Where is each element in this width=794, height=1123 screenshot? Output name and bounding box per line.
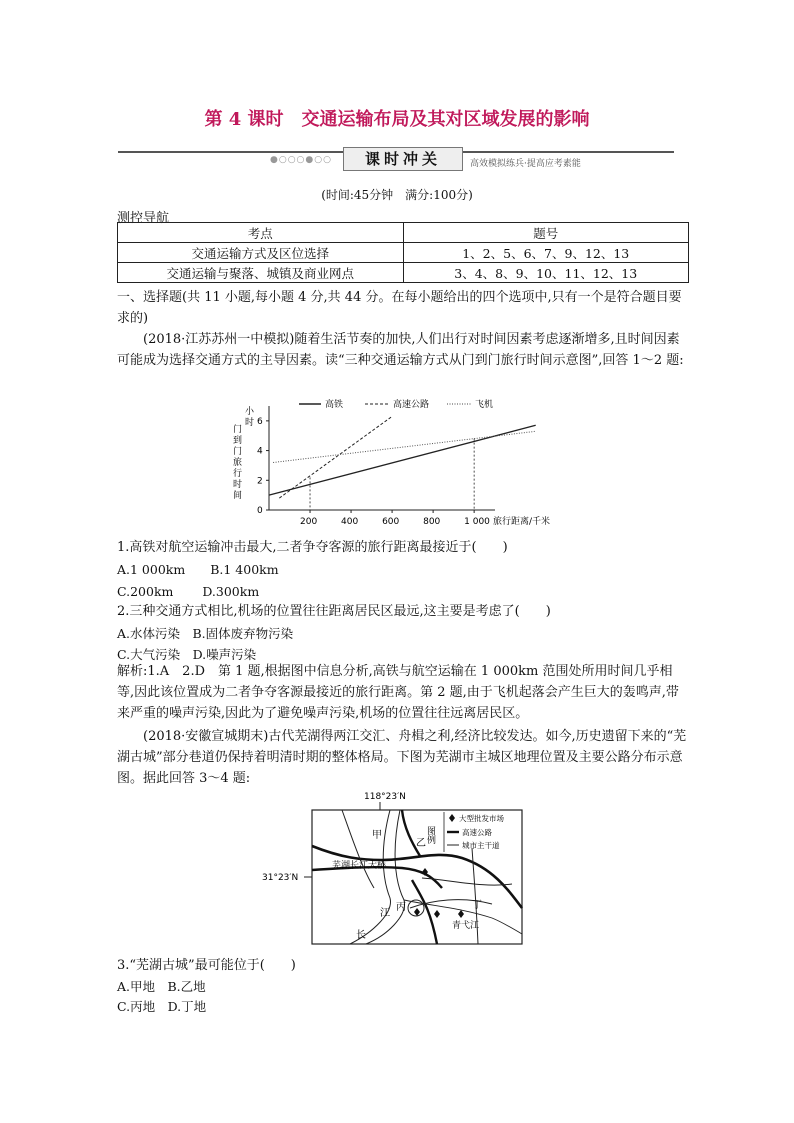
banner-subtitle: 高效模拟练兵·提高应考素能: [470, 159, 581, 169]
table-cell: 交通运输方式及区位选择: [118, 243, 404, 263]
banner-label: 课时冲关: [343, 147, 463, 171]
analysis: 解析:1.A 2.D 第 1 题,根据图中信息分析,高铁与航空运输在 1 000km 范围处所用时间几乎相等,因此该位置成为二者争夺客源最接近的旅行距离。第 2 题,由于飞机起落会产生巨大的轰鸣声,带来严重的噪声污染,因此为了避免噪声污染,机场的位置往往远离居民区。: [117, 664, 679, 721]
y-tick-label: 2: [257, 476, 263, 487]
table-cell: 1、2、5、6、7、9、12、13: [403, 243, 689, 263]
y-label-char: 门: [233, 425, 243, 435]
longitude-label: 118°23′N: [364, 792, 406, 802]
section-banner: [118, 145, 674, 173]
market-marker: [434, 910, 440, 918]
yangtze-river-west-bank: [350, 810, 390, 944]
y-tick-label: 4: [257, 446, 263, 457]
y-label-char: 行: [233, 469, 243, 479]
question-2-options-a: A.水体污染 B.固体废弃物污染: [117, 626, 294, 641]
question-1-options-b: C.200km D.300km: [117, 584, 260, 599]
x-tick-label: 800: [423, 517, 441, 527]
highway: [312, 846, 522, 908]
y-axis-label: [233, 405, 255, 501]
map-legend: [425, 812, 504, 852]
banner-dots: ●○○○●○○: [270, 155, 332, 165]
x-ticks: [300, 510, 490, 527]
nav-title: 测控导航: [117, 211, 170, 226]
market-marker: [414, 908, 420, 916]
legend-item-rail: 高铁: [325, 400, 344, 410]
highway: [402, 810, 420, 856]
legend-road: 城市主干道: [462, 841, 500, 850]
legend: [299, 398, 493, 410]
question-2-options-b: C.大气污染 D.噪声污染: [117, 647, 257, 662]
place-bing: 丙: [396, 902, 406, 913]
market-marker: [458, 910, 464, 918]
place-yi: 乙: [416, 838, 426, 849]
guide-lines: [310, 439, 474, 510]
table-cell: 交通运输与聚落、城镇及商业网点: [118, 263, 404, 283]
y-label-char: 到: [233, 436, 243, 446]
legend-market: 大型批发市场: [459, 814, 504, 823]
question-1: 1.高铁对航空运输冲击最大,二者争夺客源的旅行距离最接近于( ): [117, 540, 508, 555]
x-axis-label: 旅行距离/千米: [493, 517, 551, 527]
table-row: [118, 243, 689, 263]
table-header-cell: 考点: [118, 223, 404, 243]
y-tick-label: 6: [257, 416, 263, 427]
y-tick-label: 0: [257, 506, 263, 516]
question-3-options-a: A.甲地 B.乙地: [117, 979, 206, 994]
y-label-char: 小: [245, 407, 255, 417]
question-2: 2.三种交通方式相比,机场的位置往往距离居民区最远,这主要是考虑了( ): [117, 604, 551, 619]
legend-title: 图例: [425, 826, 435, 844]
legend-item-air: 飞机: [475, 400, 494, 410]
river-label-qingyi: 青弋江: [452, 921, 480, 931]
river-label-jiang: 江: [380, 908, 390, 919]
travel-time-chart: [225, 392, 585, 530]
y-ticks: [257, 417, 269, 516]
latitude-label: 31°23′N: [262, 873, 299, 883]
x-tick-label: 600: [382, 517, 400, 527]
x-tick-label: 1 000: [464, 517, 490, 527]
river-label-chang: 长: [356, 930, 366, 941]
legend-market-icon: [449, 814, 455, 822]
passage-1: (2018·江苏苏州一中模拟)随着生活节奏的加快,人们出行对时间因素考虑逐渐增多,且时间因素可能成为选择交通方式的主导因素。读“三种交通运输方式从门到门旅行时间示意图”,回答 1～2 题:: [117, 332, 684, 368]
passage-2: (2018·安徽宣城期末)古代芜湖得两江交汇、舟楫之利,经济比较发达。如今,历史遗留下来的“芜湖古城”部分巷道仍保持着明清时期的整体格局。下图为芜湖市主城区地理位置及主要公路分布示意图。据此回答 3～4 题:: [117, 729, 687, 786]
y-label-char: 时: [245, 418, 255, 428]
series-line-1: [269, 425, 536, 495]
y-label-char: 间: [233, 491, 243, 501]
table-cell: 3、4、8、9、10、11、12、13: [403, 263, 689, 283]
series-lines: [269, 416, 536, 498]
bridge-label: 芜湖长江大桥: [332, 861, 387, 871]
question-3: 3.“芜湖古城”最可能位于( ): [117, 958, 296, 973]
y-label-char: 旅: [233, 458, 243, 468]
section-intro: 一、选择题(共 11 小题,每小题 4 分,共 44 分。在每小题给出的四个选项中,只有一个是符合题目要求的): [117, 290, 682, 326]
question-1-options-a: A.1 000km B.1 400km: [117, 562, 279, 577]
main-road: [342, 810, 374, 888]
y-label-char: 时: [233, 480, 243, 490]
table-header-row: [118, 223, 689, 243]
place-ding: 丁: [472, 900, 482, 911]
question-3-options-b: C.丙地 D.丁地: [117, 999, 207, 1014]
place-jia: 甲: [372, 830, 382, 841]
legend-highway: 高速公路: [462, 828, 492, 837]
topic-table: [117, 222, 689, 283]
legend-item-highway: 高速公路: [393, 400, 430, 410]
time-info: (时间:45分钟 满分:100分): [321, 188, 473, 202]
table-header-cell: 题号: [403, 223, 689, 243]
y-label-char: 门: [233, 447, 243, 457]
x-tick-label: 200: [300, 517, 318, 527]
x-tick-label: 400: [341, 517, 359, 527]
page-title: 第 4 课时 交通运输布局及其对区域发展的影响: [204, 109, 590, 130]
wuhu-map: [262, 788, 542, 950]
series-line-2: [279, 416, 392, 498]
table-row: [118, 263, 689, 283]
